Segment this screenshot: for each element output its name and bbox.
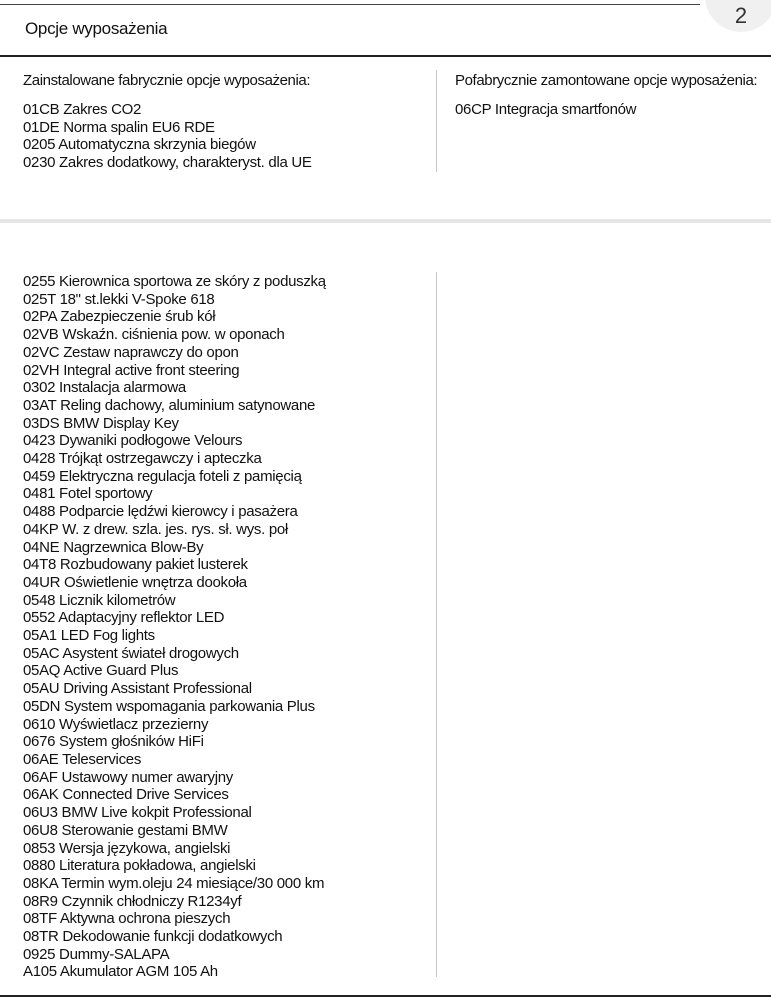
- header-rule: [0, 55, 771, 57]
- list-item: 0423 Dywaniki podłogowe Velours: [23, 432, 243, 450]
- list-item: A105 Akumulator AGM 105 Ah: [23, 963, 218, 981]
- aftermarket-options-heading: Pofabrycznie zamontowane opcje wyposażenia:: [455, 72, 758, 89]
- list-item: 0676 System głośników HiFi: [23, 733, 204, 751]
- list-item: 06AK Connected Drive Services: [23, 786, 229, 804]
- list-item: 0230 Zakres dodatkowy, charakteryst. dla UE: [23, 154, 312, 172]
- aftermarket-options-list: [455, 101, 636, 119]
- page-number-badge: 2: [705, 0, 771, 32]
- list-item: 05AC Asystent świateł drogowych: [23, 644, 239, 662]
- list-item: 03DS BMW Display Key: [23, 414, 179, 432]
- list-item: 0880 Literatura pokładowa, angielski: [23, 857, 256, 875]
- list-item: 0610 Wyświetlacz przezierny: [23, 715, 209, 733]
- list-item: 01CB Zakres CO2: [23, 101, 142, 118]
- list-item: 02VH Integral active front steering: [23, 361, 240, 379]
- column-divider: [436, 70, 437, 172]
- list-item: 06U8 Sterowanie gestami BMW: [23, 821, 228, 839]
- list-item: 02VB Wskaźn. ciśnienia pow. w oponach: [23, 326, 285, 344]
- list-item: 04UR Oświetlenie wnętrza dookoła: [23, 573, 247, 591]
- list-item: 04T8 Rozbudowany pakiet lusterek: [23, 556, 248, 574]
- factory-options-heading: Zainstalowane fabrycznie opcje wyposażenia:: [23, 72, 311, 89]
- list-item: 0481 Fotel sportowy: [23, 485, 153, 503]
- list-item: 05A1 LED Fog lights: [23, 627, 155, 645]
- list-item: 08TR Dekodowanie funkcji dodatkowych: [23, 928, 283, 946]
- top-rule: [0, 4, 700, 5]
- list-item: 0853 Wersja językowa, angielski: [23, 839, 231, 857]
- list-item: 0548 Licznik kilometrów: [23, 591, 176, 609]
- list-item: 01DE Norma spalin EU6 RDE: [23, 118, 215, 136]
- list-item: 03AT Reling dachowy, aluminium satynowane: [23, 396, 316, 414]
- bottom-rule: [0, 995, 771, 997]
- list-item: 05AQ Active Guard Plus: [23, 662, 179, 680]
- list-item: 06U3 BMW Live kokpit Professional: [23, 804, 252, 822]
- list-item: 06AF Ustawowy numer awaryjny: [23, 768, 234, 786]
- list-item: 08KA Termin wym.oleju 24 miesiące/30 000 km: [23, 874, 325, 892]
- list-item: 04NE Nagrzewnica Blow-By: [23, 538, 204, 556]
- list-item: 08TF Aktywna ochrona pieszych: [23, 910, 231, 928]
- list-item: 0488 Podparcie lędźwi kierowcy i pasażera: [23, 503, 298, 521]
- list-item: 0302 Instalacja alarmowa: [23, 379, 186, 397]
- list-item: 0255 Kierownica sportowa ze skóry z poduszką: [23, 273, 326, 290]
- list-item: 02PA Zabezpieczenie śrub kół: [23, 308, 216, 326]
- list-item: 0925 Dummy-SALAPA: [23, 945, 170, 963]
- list-item: 02VC Zestaw naprawczy do opon: [23, 343, 239, 361]
- column-divider: [436, 272, 437, 977]
- list-item: 06AE Teleservices: [23, 750, 142, 768]
- list-item: 0459 Elektryczna regulacja foteli z pamięcią: [23, 467, 302, 485]
- list-item: 0428 Trójkąt ostrzegawczy i apteczka: [23, 450, 262, 468]
- list-item: 025T 18" st.lekki V-Spoke 618: [23, 290, 215, 308]
- list-item: 08R9 Czynnik chłodniczy R1234yf: [23, 892, 242, 910]
- factory-options-list: [23, 101, 312, 172]
- list-item: 0205 Automatyczna skrzynia biegów: [23, 136, 256, 154]
- list-item: 0552 Adaptacyjny reflektor LED: [23, 609, 225, 627]
- section-separator: [0, 219, 771, 223]
- factory-options-list-continued: [23, 273, 326, 981]
- list-item: 05AU Driving Assistant Professional: [23, 680, 252, 698]
- list-item: 04KP W. z drew. szla. jes. rys. sł. wys. poł: [23, 520, 288, 538]
- list-item: 05DN System wspomagania parkowania Plus: [23, 697, 315, 715]
- section-title: Opcje wyposażenia: [25, 19, 168, 38]
- list-item: 06CP Integracja smartfonów: [455, 101, 637, 118]
